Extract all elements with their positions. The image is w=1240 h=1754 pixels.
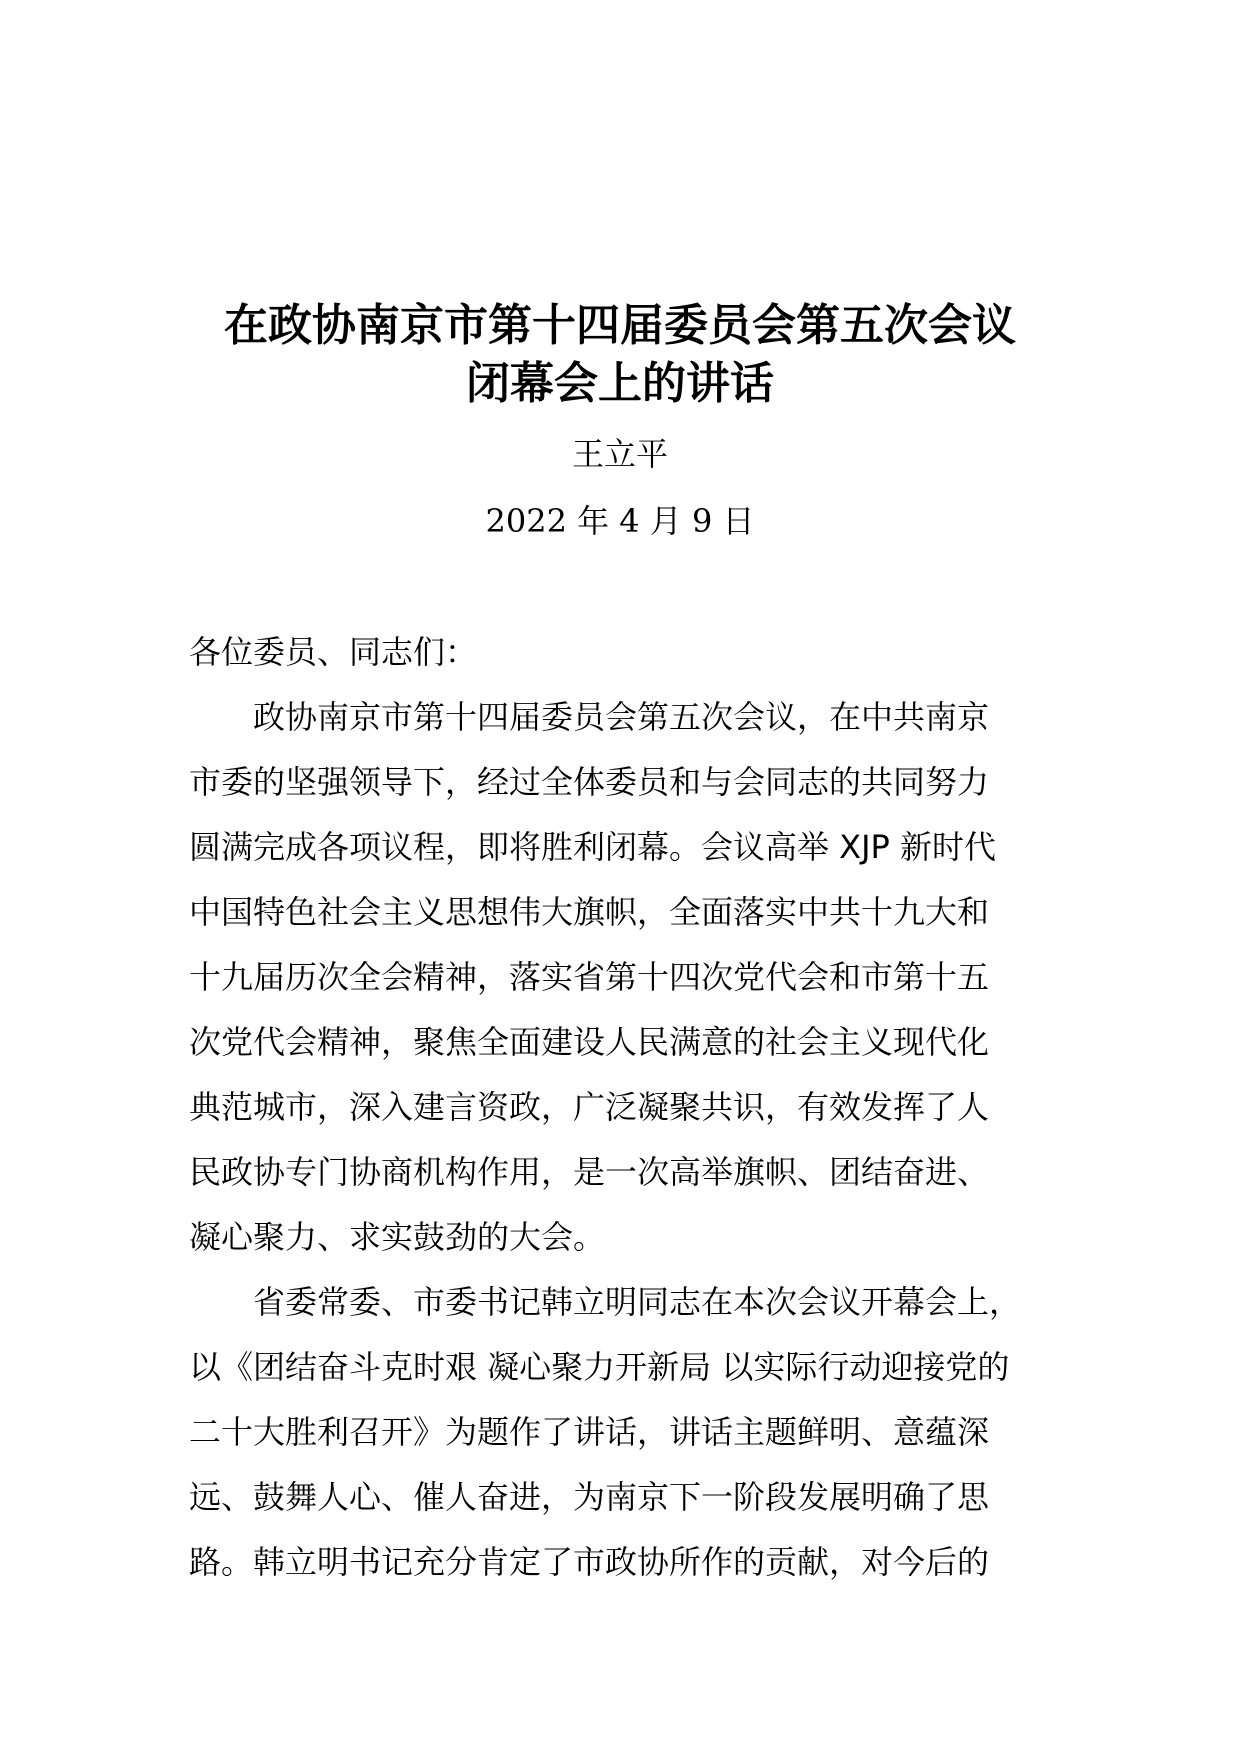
paragraph-1 (189, 685, 1059, 1270)
paragraph-line: 省委常委、市委书记韩立明同志在本次会议开幕会上， (253, 1283, 1022, 1321)
paragraph-line: 圆满完成各项议程，即将胜利闭幕。会议高举 XJP 新时代 (189, 828, 997, 866)
paragraph-2 (189, 1270, 1059, 1595)
paragraph-line: 中国特色社会主义思想伟大旗帜，全面落实中共十九大和 (189, 893, 990, 931)
paragraph-line: 十九届历次全会精神，落实省第十四次党代会和市第十五 (189, 958, 990, 996)
paragraph-line: 市委的坚强领导下，经过全体委员和与会同志的共同努力 (189, 763, 990, 801)
paragraph-line: 民政协专门协商机构作用，是一次高举旗帜、团结奋进、 (189, 1153, 990, 1191)
document-title (150, 297, 1090, 413)
paragraph-line: 二十大胜利召开》为题作了讲话，讲话主题鲜明、意蕴深 (189, 1413, 990, 1451)
paragraph-line: 典范城市，深入建言资政，广泛凝聚共识，有效发挥了人 (189, 1088, 990, 1126)
paragraph-line: 政协南京市第十四届委员会第五次会议，在中共南京 (253, 698, 990, 736)
speech-body (189, 620, 1059, 1595)
author-name: 王立平 (571, 435, 668, 473)
salutation: 各位委员、同志们： (189, 633, 478, 671)
paragraph-line: 远、鼓舞人心、催人奋进，为南京下一阶段发展明确了思 (189, 1478, 990, 1516)
paragraph-line: 以《团结奋斗克时艰 凝心聚力开新局 以实际行动迎接党的 (189, 1348, 1010, 1386)
speech-date: 2022 年 4 月 9 日 (485, 502, 755, 540)
title-line-2: 闭幕会上的讲话 (466, 358, 774, 409)
paragraph-line: 路。韩立明书记充分肯定了市政协所作的贡献，对今后的 (189, 1543, 990, 1581)
paragraph-line: 次党代会精神，聚焦全面建设人民满意的社会主义现代化 (189, 1023, 990, 1061)
title-line-1: 在政协南京市第十四届委员会第五次会议 (224, 300, 1016, 351)
paragraph-line: 凝心聚力、求实鼓劲的大会。 (189, 1218, 606, 1256)
